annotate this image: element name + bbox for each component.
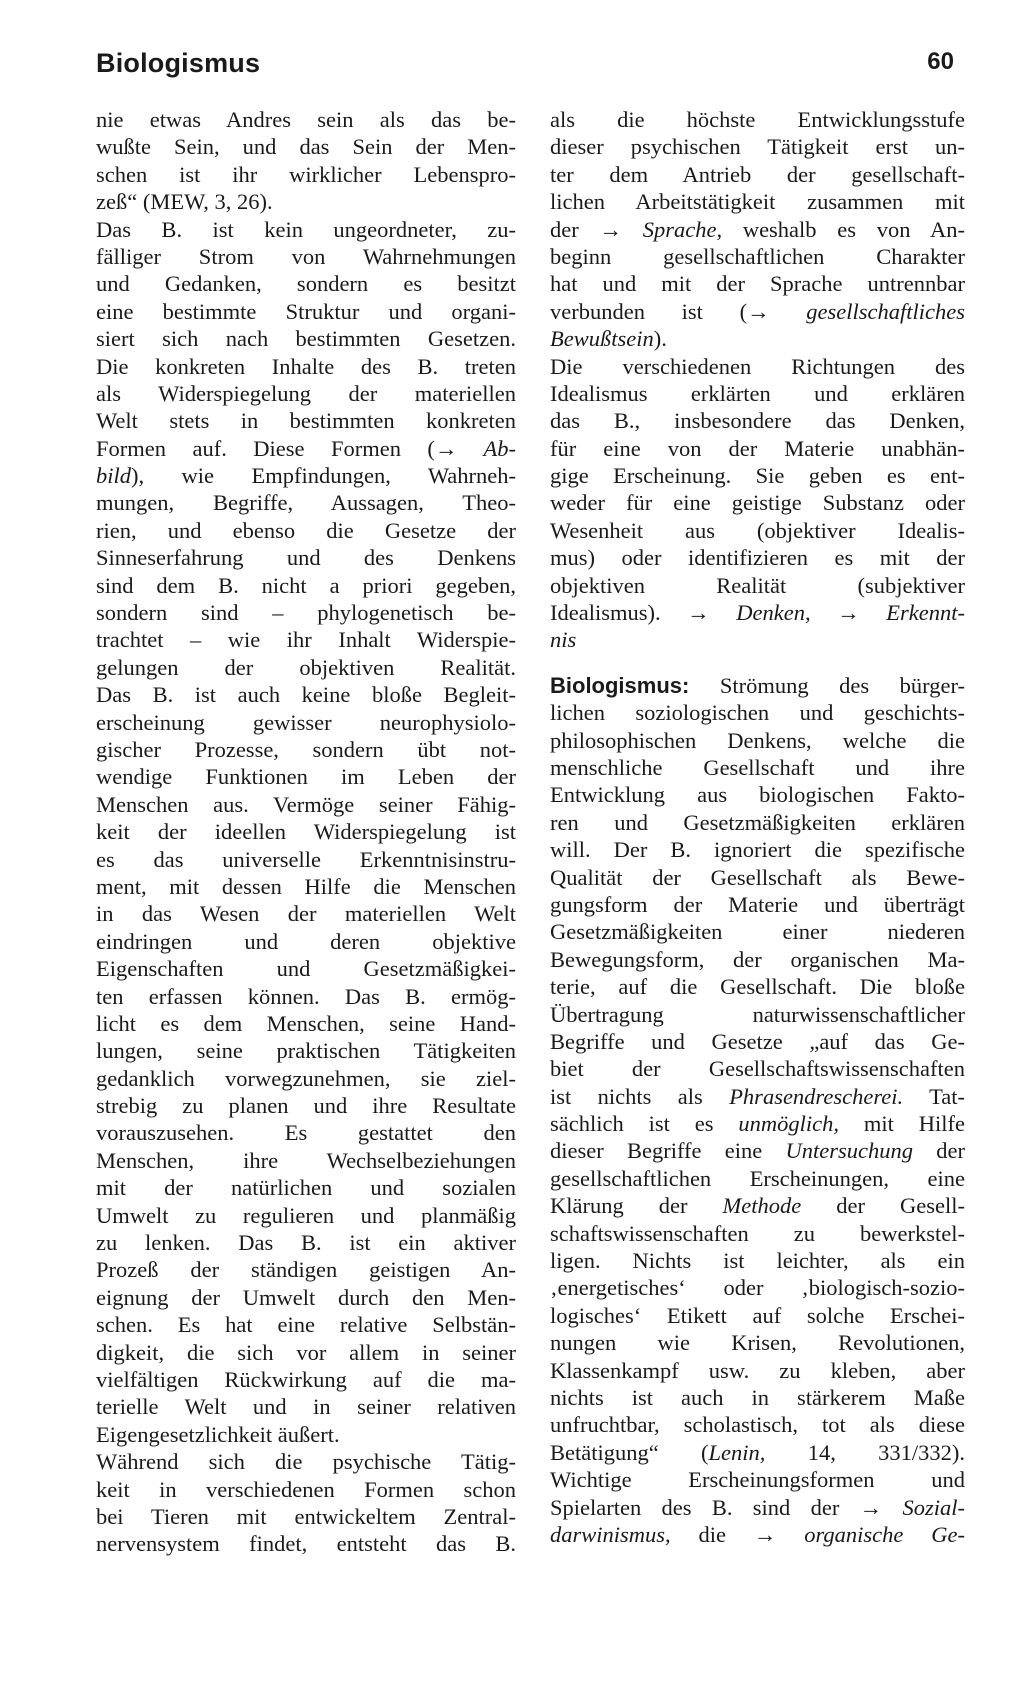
text-line: vorauszusehen. Es gestattet den [96, 1120, 516, 1146]
text-line: das B., insbesondere das Denken, [550, 408, 965, 434]
text-line: zeß“ (MEW, 3, 26). [96, 189, 273, 215]
text-line [550, 1521, 965, 1548]
text-line: Menschen aus. Vermöge seiner Fähig- [96, 791, 516, 817]
text-line: Die verschiedenen Richtungen des [550, 353, 965, 379]
text-line: Wichtige Erscheinungsformen und [550, 1467, 965, 1493]
text-line: biet der Gesellschaftswissenschaften [550, 1056, 965, 1082]
text-line: wendige Funktionen im Leben der [96, 764, 516, 790]
text-line: schen ist ihr wirklicher Lebenspro- [96, 161, 516, 187]
text-segment: Spielarten des B. sind der → [550, 1494, 903, 1520]
italic-reference: Phrasendrescherei. [729, 1083, 904, 1109]
text-line: zu lenken. Das B. ist ein aktiver [96, 1230, 516, 1256]
text-segment: 14, 331/332). [765, 1439, 965, 1465]
text-line [550, 1494, 965, 1521]
italic-reference: Erkennt- [886, 600, 965, 626]
text-line: ‚energetisches‘ oder ‚biologisch-sozio- [550, 1275, 965, 1301]
text-line: gelungen der objektiven Realität. [96, 654, 516, 680]
text-line: Das B. ist kein ungeordneter, zu- [96, 216, 516, 242]
text-line [550, 298, 965, 325]
text-line: ment, mit dessen Hilfe die Menschen [96, 873, 516, 899]
text-line: Klassenkampf usw. zu kleben, aber [550, 1357, 965, 1383]
text-line: vielfältigen Rückwirkung auf die ma- [96, 1366, 516, 1392]
text-line: strebig zu planen und ihre Resultate [96, 1093, 516, 1119]
text-line: Begriffe und Gesetze „auf das Ge- [550, 1028, 965, 1054]
text-line: nervensystem findet, entsteht das B. [96, 1531, 516, 1557]
text-line: und Gedanken, sondern es besitzt [96, 271, 516, 297]
text-line [550, 1439, 965, 1466]
italic-reference: nis [550, 627, 577, 653]
text-line [550, 325, 965, 352]
text-line: hat und mit der Sprache untrennbar [550, 271, 965, 297]
text-line: bei Tieren mit entwickeltem Zentral- [96, 1503, 516, 1529]
text-line: ter dem Antrieb der gesellschaft- [550, 161, 965, 187]
text-segment: der → [550, 216, 643, 242]
text-line: für eine von der Materie unabhän- [550, 435, 965, 461]
left-text-column [96, 106, 516, 1558]
text-line: mus) oder identifizieren es mit der [550, 545, 965, 571]
text-segment: → [810, 600, 887, 626]
italic-reference: Bewußtsein [550, 326, 654, 352]
text-line: Gesetzmäßigkeiten einer niederen [550, 919, 965, 945]
text-segment: sächlich ist es [550, 1111, 739, 1137]
text-line: philosophischen Denkens, welche die [550, 727, 965, 753]
text-line [550, 599, 965, 626]
text-line: gige Erscheinung. Sie geben es ent- [550, 463, 965, 489]
text-line [550, 1137, 965, 1164]
text-segment: Tat- [903, 1083, 966, 1109]
text-line: Prozeß der ständigen geistigen An- [96, 1257, 516, 1283]
text-line [550, 626, 965, 653]
text-line [96, 462, 516, 489]
text-line: ren und Gesetzmäßigkeiten erklären [550, 809, 965, 835]
right-text-column [550, 106, 965, 1548]
text-line: sondern sind – phylogenetisch be- [96, 600, 516, 626]
text-segment: Klärung der [550, 1193, 723, 1219]
italic-reference: unmöglich, [738, 1111, 839, 1137]
italic-reference: Denken, [736, 600, 811, 626]
italic-reference: Untersuchung [785, 1138, 914, 1164]
text-line: es das universelle Erkenntnisinstru- [96, 846, 516, 872]
text-line: eindringen und deren objektive [96, 928, 516, 954]
text-line: in das Wesen der materiellen Welt [96, 901, 516, 927]
text-segment: ), wie Empfindungen, Wahrneh- [131, 463, 516, 489]
text-line: beginn gesellschaftlichen Charakter [550, 243, 965, 269]
text-segment: dieser Begriffe eine [550, 1138, 786, 1164]
text-segment: Strömung des bürger- [689, 672, 965, 698]
text-line: sind dem B. nicht a priori gegeben, [96, 572, 516, 598]
text-segment: Formen auf. Diese Formen ( [96, 435, 435, 461]
text-segment: ist nichts als [550, 1083, 730, 1109]
text-line: Eigengesetzlichkeit äußert. [96, 1421, 340, 1447]
text-line: siert sich nach bestimmten Gesetzen. [96, 326, 516, 352]
text-segment: Betätigung“ ( [550, 1439, 709, 1465]
text-line: Die konkreten Inhalte des B. treten [96, 353, 516, 379]
text-line: lichen soziologischen und geschichts- [550, 700, 965, 726]
text-line: mungen, Begriffe, Aussagen, Theo- [96, 490, 516, 516]
text-line: gischer Prozesse, sondern übt not- [96, 736, 516, 762]
text-line: mit der natürlichen und sozialen [96, 1175, 516, 1201]
text-line: rien, und ebenso die Gesetze der [96, 517, 516, 543]
text-segment: die → [670, 1521, 805, 1547]
text-line: terielle Welt und in seiner relativen [96, 1394, 516, 1420]
text-line: dieser psychischen Tätigkeit erst un- [550, 134, 965, 160]
text-line: fälliger Strom von Wahrnehmungen [96, 243, 516, 269]
text-line: wußte Sein, und das Sein der Men- [96, 134, 516, 160]
text-line: objektiven Realität (subjektiver [550, 572, 965, 598]
text-line: licht es dem Menschen, seine Hand- [96, 1010, 516, 1036]
text-line: Eigenschaften und Gesetzmäßigkei- [96, 956, 516, 982]
italic-reference: bild [96, 463, 132, 489]
text-line: Das B. ist auch keine bloße Begleit- [96, 682, 516, 708]
text-line [550, 672, 965, 699]
running-head: Biologismus [96, 48, 261, 78]
text-line: Sinneserfahrung und des Denkens [96, 545, 516, 571]
text-line: nichts ist auch in stärkerem Maße [550, 1384, 965, 1410]
text-segment: Idealismus). → [550, 600, 737, 626]
text-line: Entwicklung aus biologischen Fakto- [550, 782, 965, 808]
text-line: will. Der B. ignoriert die spezifische [550, 837, 965, 863]
text-line: ligen. Nichts ist leichter, als ein [550, 1248, 965, 1274]
text-line [550, 1083, 965, 1110]
text-segment: der [913, 1138, 965, 1164]
text-line: Wesenheit aus (objektiver Idealis- [550, 517, 965, 543]
text-line: Menschen, ihre Wechselbeziehungen [96, 1147, 516, 1173]
text-segment: weshalb es von An- [722, 216, 965, 242]
text-line: nie etwas Andres sein als das be- [96, 107, 516, 132]
text-line: gesellschaftlichen Erscheinungen, eine [550, 1165, 965, 1191]
text-segment: mit Hilfe [839, 1111, 965, 1137]
text-segment: verbunden ist (→ [550, 298, 807, 324]
italic-reference: Lenin, [708, 1439, 766, 1465]
text-line [550, 216, 965, 243]
text-line: schaftswissenschaften zu bewerkstel- [550, 1220, 965, 1246]
italic-reference: Sozial- [902, 1494, 965, 1520]
text-line: Umwelt zu regulieren und planmäßig [96, 1202, 516, 1228]
entry-term: Biologismus: [550, 672, 690, 698]
text-line: keit in verschiedenen Formen schon [96, 1476, 516, 1502]
text-line: eignung der Umwelt durch den Men- [96, 1284, 516, 1310]
text-line: Während sich die psychische Tätig- [96, 1449, 516, 1475]
text-segment: der Gesell- [801, 1193, 965, 1219]
text-line: logisches‘ Etikett auf solche Erschei- [550, 1302, 965, 1328]
entry-separator [550, 654, 965, 672]
text-line: schen. Es hat eine relative Selbstän- [96, 1312, 516, 1338]
italic-reference: → Ab- [434, 435, 516, 461]
text-segment: ). [653, 326, 667, 352]
text-line: Bewegungsform, der organischen Ma- [550, 946, 965, 972]
text-line: keit der ideellen Widerspiegelung ist [96, 819, 516, 845]
text-line [96, 435, 516, 462]
text-line: trachtet – wie ihr Inhalt Widerspie- [96, 627, 516, 653]
text-line: unfruchtbar, scholastisch, tot als diese [550, 1412, 965, 1438]
text-line: digkeit, die sich vor allem in seiner [96, 1339, 516, 1365]
text-line: Welt stets in bestimmten konkreten [96, 408, 516, 434]
text-line: gedanklich vorwegzunehmen, sie ziel- [96, 1065, 516, 1091]
text-line: Übertragung naturwissenschaftlicher [550, 1001, 965, 1027]
text-line [550, 1110, 965, 1137]
text-line: ten erfassen können. Das B. ermög- [96, 983, 516, 1009]
text-line: als Widerspiegelung der materiellen [96, 380, 516, 406]
text-line: nungen wie Krisen, Revolutionen, [550, 1330, 965, 1356]
text-line: gungsform der Materie und überträgt [550, 891, 965, 917]
text-line: weder für eine geistige Substanz oder [550, 490, 965, 516]
italic-reference: Methode [722, 1193, 802, 1219]
text-line [550, 1192, 965, 1219]
text-line: erscheinung gewisser neurophysiolo- [96, 709, 516, 735]
italic-reference: darwinismus, [550, 1521, 671, 1547]
italic-reference: gesellschaftliches [806, 298, 965, 324]
text-line: als die höchste Entwicklungsstufe [550, 107, 965, 132]
italic-reference: organische Ge- [804, 1521, 965, 1547]
text-line: lichen Arbeitstätigkeit zusammen mit [550, 189, 965, 215]
text-line: Qualität der Gesellschaft als Bewe- [550, 864, 965, 890]
page-number: 60 [927, 48, 954, 75]
text-line: lungen, seine praktischen Tätigkeiten [96, 1038, 516, 1064]
italic-reference: Sprache, [642, 216, 723, 242]
text-line: eine bestimmte Struktur und organi- [96, 298, 516, 324]
text-line: menschliche Gesellschaft und ihre [550, 754, 965, 780]
text-line: Idealismus erklärten und erklären [550, 380, 965, 406]
text-line: terie, auf die Gesellschaft. Die bloße [550, 974, 965, 1000]
